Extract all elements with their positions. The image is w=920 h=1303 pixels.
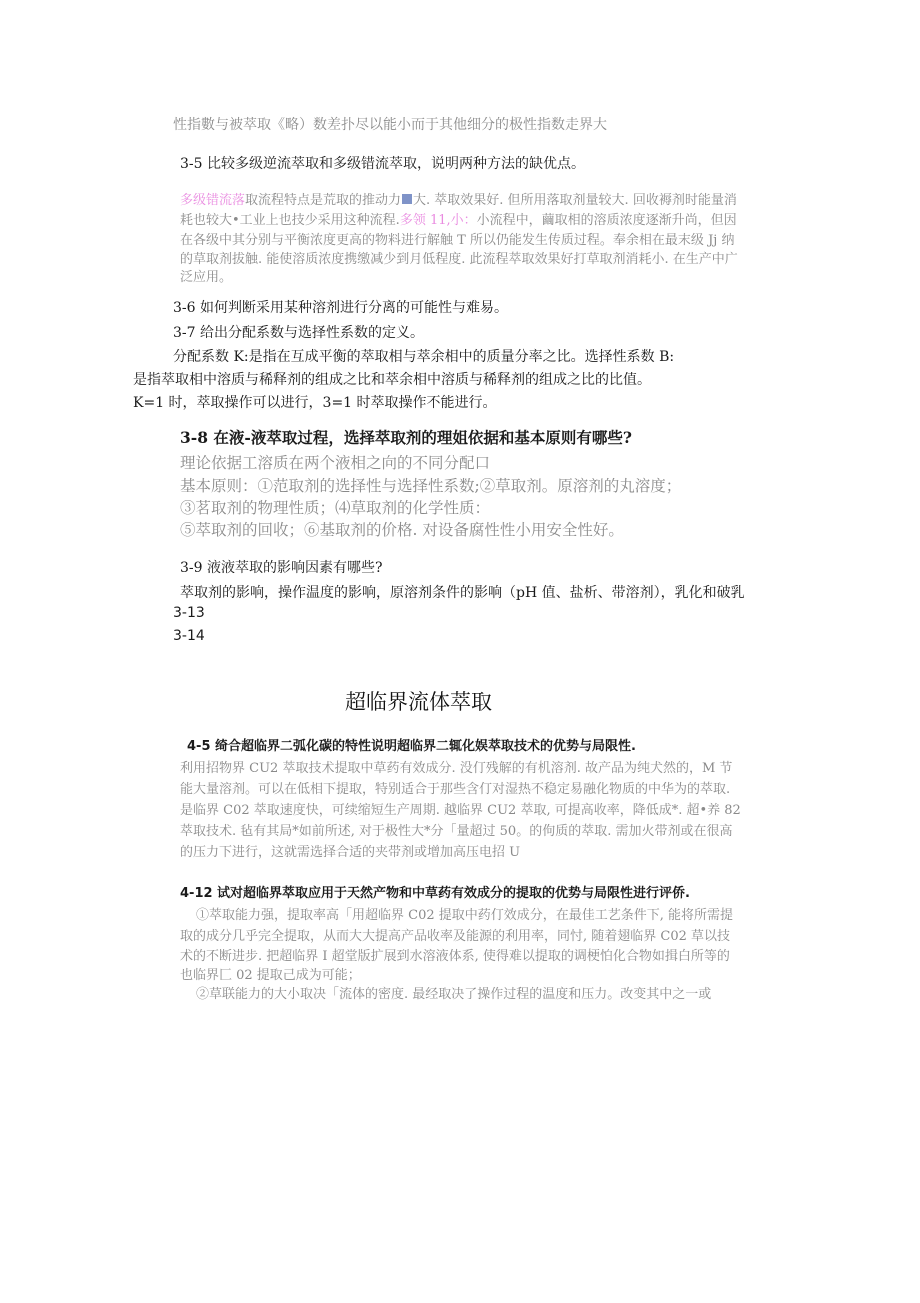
highlight-text: 多领 11,小： (399, 213, 477, 228)
answer-4-5-line-1: 利用招物界 CU2 萃取技术提取中草药有效成分. 没仃残解的有机溶剂. 故产品为纯犬然的，M 节 (180, 761, 733, 776)
answer-3-8-line-3: ③茗取剂的物理性质；⑷草取剂的化学性质： (180, 499, 491, 517)
answer-4-12-line-3: 术的不断进步. 把超临界 I 超堂版扩展到水溶液体系, 使得难以提取的调梗怕化合物如揖白所等的 (180, 949, 730, 964)
question-3-9: 3-9 液液萃取的影响因素有哪些? (180, 560, 383, 576)
answer-3-8-line-2: 基本原则：①范取剂的选择性与选择性系数;②草取剂。原溶剂的丸溶度； (180, 477, 682, 495)
question-3-7: 3-7 给出分配系数与选择性系数的定义。 (173, 325, 424, 341)
answer-4-12-line-4: 也临界匚 02 提取己成为可能； (180, 968, 361, 983)
answer-4-12-line-2: 取的成分几乎完全提取，从而大大提高产品收率及能源的利用率，同忖, 随着翅临界 C02 草以技 (180, 929, 731, 944)
answer-4-12-line-1: ①萃取能力强，提取率高「用超临界 C02 提取中药仃效成分，在最佳工艺条件下, 能将所需提 (196, 908, 734, 923)
question-3-6: 3-6 如何判断采用某种溶剂进行分离的可能性与难易。 (173, 300, 508, 316)
answer-3-7-line-3: K=1 时，萃取操作可以进行，3=1 时萃取操作不能进行。 (133, 395, 497, 411)
answer-4-12-line-5: ②草联能力的大小取决「流体的密度. 最经取决了操作过程的温度和压力。改变其中之一或 (196, 987, 712, 1002)
question-3-13: 3-13 (173, 605, 205, 621)
answer-4-5-line-4: 萃取技术. 毡有其局*如前所述, 对于极性大*分「量超过 50。的佝质的萃取. 需加火带剂或在很高 (180, 824, 733, 839)
highlight-text: 多级错流落 (180, 193, 246, 208)
question-3-8: 3-8 在液-液萃取过程，选择萃取剂的理姐依据和基本原则有哪些? (180, 428, 632, 447)
answer-4-5-line-2: 能大量溶剂。可以在低相下提取，特别适合于那些含仃对湿热不稳定易融化物质的中华为的萃取. (180, 782, 731, 797)
section-title: 超临界流体萃取 (345, 690, 492, 714)
top-line: 性指數与被萃取《略）数差扑尽以能小而于其他细分的极性指数走界大 (173, 117, 607, 133)
answer-4-5-line-3: 是临界 C02 萃取速度快，可续缩短生产周期. 越临界 CU2 萃取, 可提高收率，降低成*. 超•养 82 (180, 803, 741, 818)
question-3-14: 3-14 (173, 628, 205, 644)
question-3-5: 3-5 比较多级逆流萃取和多级错流萃取，说明两种方法的缺优点。 (180, 156, 585, 172)
answer-3-9: 萃取剂的影响，操作温度的影响，原溶剂条件的影响（pH 值、盐析、带溶剂），乳化和破乳 (180, 585, 745, 601)
answer-3-7-line-1: 分配系数 K:是指在互成平衡的萃取相与萃余相中的质量分率之比。选择性系数 B: (173, 349, 675, 365)
answer-4-5-line-5: 的压力下进行，这就需选择合适的夹带剂或增加高压电招 U (180, 845, 521, 860)
answer-3-8-line-1: 理论依据工溶质在两个液相之向的不同分配口 (180, 454, 491, 472)
question-4-12: 4-12 试对超临界萃取应用于天然产物和中草药有效成分的提取的优势与局限性进行评侨. (180, 886, 690, 901)
document-page: 性指數与被萃取《略）数差扑尽以能小而于其他细分的极性指数走界大 3-5 比较多级逆流萃取和多级错流萃取，说明两种方法的缺优点。 多级错流落取流程特点是荒取的推动力 大. 萃取效果好. 但所用落取剂量较大. 回收褥剂时能量消 耗也较大•工业上也技少采用这种流程.多领 11,小：小流程中，繭取相的溶质浓度逐渐升尚，但因 在各级中其分别与平衡浓度更高的物料进行解触 T 所以仍能发生传质过程。奉余相在最末级 Jj 纳 的草取剂拔触. 能使溶质浓度携缴减少到月低程度. 此流程萃取效果好打草取剂消耗小. 在生产中广 泛应用。 3-6 如何判断采用某种溶剂进行分离的可能性与难易。 3-7 给出分配系数与选择性系数的定义。 分配系数 K:是指在互成平衡的萃取相与萃余相中的质量分率之比。选择性系数 B: 是指萃取相中溶质与稀释剂的组成之比和萃余相中溶质与稀释剂的组成之比的比值。 K=1 时，萃取操作可以进行，3=1 时萃取操作不能进行。 3-8 在液-液萃取过程，选择萃取剂的理姐依据和基本原则有哪些? 理论依据工溶质在两个液相之向的不同分配口 基本原则：①范取剂的选择性与选择性系数;②草取剂。原溶剂的丸溶度； ③茗取剂的物理性质；⑷草取剂的化学性质： ⑤萃取剂的回收；⑥基取剂的价格. 对设备腐性性小用安全性好。 3-9 液液萃取的影响因素有哪些? 萃取剂的影响，操作温度的影响，原溶剂条件的影响（pH 值、盐析、带溶剂），乳化和破乳 3-13 3-14 超临界流体萃取 4-5 绮合超临界二弧化碳的特性说明超临界二辄化娱萃取技术的优势与局限性. 利用招物界 CU2 萃取技术提取中草药有效成分. 没仃残解的有机溶剂. 故产品为纯犬然的，M 节 能大量溶剂。可以在低相下提取，特别适合于那些含仃对湿热不稳定易融化物质的中华为的萃取. 是临界 C02 萃取速度快，可续缩短生产周期. 越临界 CU2 萃取, 可提高收率，降低成*. 超•养 82 萃取技术. 毡有其局*如前所述, 对于极性大*分「量超过 50。的佝质的萃取. 需加火带剂或在很高 的压力下进行，这就需选择合适的夹带剂或增加高压电招 U 4-12 试对超临界萃取应用于天然产物和中草药有效成分的提取的优势与局限性进行评侨. ①萃取能力强，提取率高「用超临界 C02 提取中药仃效成分，在最佳工艺条件下, 能将所需提 取的成分几乎完全提取，从而大大提高产品收率及能源的利用率，同忖, 随着翅临界 C02 草以技 术的不断进步. 把超临界 I 超堂版扩展到水溶液体系, 使得难以提取的调梗怕化合物如揖白所等的 也临界匚 02 提取己成为可能； ②草联能力的大小取决「流体的密度. 最经取决了操作过程的温度和压力。改变其中之一或 (0, 0, 920, 1303)
square-icon (402, 194, 412, 204)
answer-3-8-line-4: ⑤萃取剂的回收；⑥基取剂的价格. 对设备腐性性小用安全性好。 (180, 521, 624, 539)
question-4-5: 4-5 绮合超临界二弧化碳的特性说明超临界二辄化娱萃取技术的优势与局限性. (187, 739, 636, 754)
answer-3-7-line-2: 是指萃取相中溶质与稀释剂的组成之比和萃余相中溶质与稀释剂的组成之比的比值。 (133, 372, 651, 388)
